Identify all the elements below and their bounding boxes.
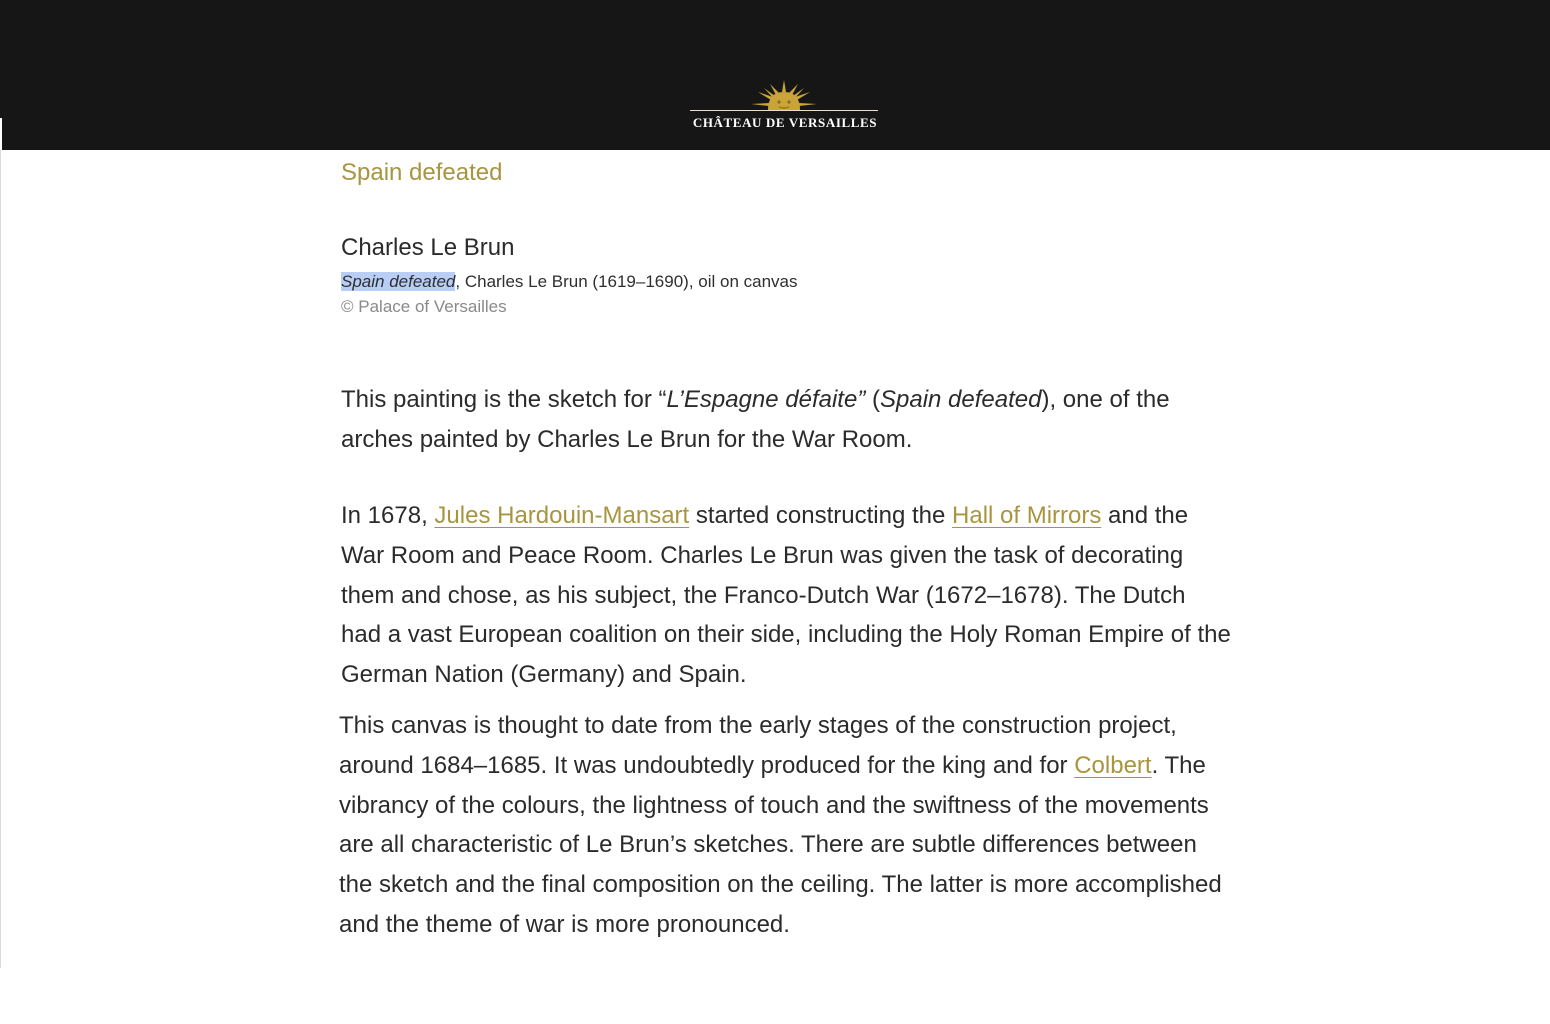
text-span: ), one of the arches painted by Charles Le Brun for the War Room. xyxy=(341,386,1170,453)
article-title: Spain defeated xyxy=(341,159,503,186)
logo-wordmark: CHÂTEAU DE VERSAILLES xyxy=(692,115,878,130)
text-span: and the War Room and Peace Room. Charles Le Brun was given the task of decorating them and chose, as his subject, the Franco-Dutch War (1672–1678). The Dutch had a vast European coalition on their side, including the Holy Roman Empire of the German Nation (Germany) and Spain. xyxy=(341,502,1231,689)
site-header xyxy=(0,0,1550,150)
site-logo-link[interactable] xyxy=(690,78,880,134)
paragraph-canvas xyxy=(339,706,1229,945)
text-span: started constructing the xyxy=(689,502,953,529)
link-colbert[interactable]: Colbert xyxy=(1074,751,1152,779)
text-span: This painting is the sketch for “ xyxy=(341,386,667,413)
italic-title-english: Spain defeated xyxy=(879,386,1042,413)
italic-title-french: L’Espagne défaite” xyxy=(666,386,866,413)
link-hall-of-mirrors[interactable]: Hall of Mirrors xyxy=(952,502,1102,529)
artwork-author: Charles Le Brun xyxy=(341,234,515,261)
page-left-border xyxy=(0,150,1,968)
caption-title-selected[interactable]: Spain defeated xyxy=(341,272,456,291)
text-span: . The vibrancy of the colours, the lightness of touch and the swiftness of the movements are all characteristic of Le Brun’s sketches. There are subtle differences between the sketch and the final composition on the ceiling. The latter is more accomplished and the theme of war is more pronounced. xyxy=(339,751,1222,938)
sun-emblem-icon xyxy=(748,78,820,112)
caption-details: , Charles Le Brun (1619–1690), oil on canvas xyxy=(455,272,798,291)
header-edge-divider xyxy=(0,118,2,150)
logo-rule xyxy=(690,110,878,111)
artwork-caption xyxy=(341,272,798,292)
paragraph-intro xyxy=(341,380,1221,460)
text-span: In 1678, xyxy=(341,502,435,529)
link-jules-hardouin-mansart[interactable]: Jules Hardouin-Mansart xyxy=(434,502,690,529)
text-span: ( xyxy=(865,386,880,413)
text-span: This canvas is thought to date from the early stages of the construction project, around 1684–1685. It was undoubtedly produced for the king and for xyxy=(339,712,1177,779)
image-credit: © Palace of Versailles xyxy=(341,297,507,316)
paragraph-history xyxy=(341,496,1231,695)
